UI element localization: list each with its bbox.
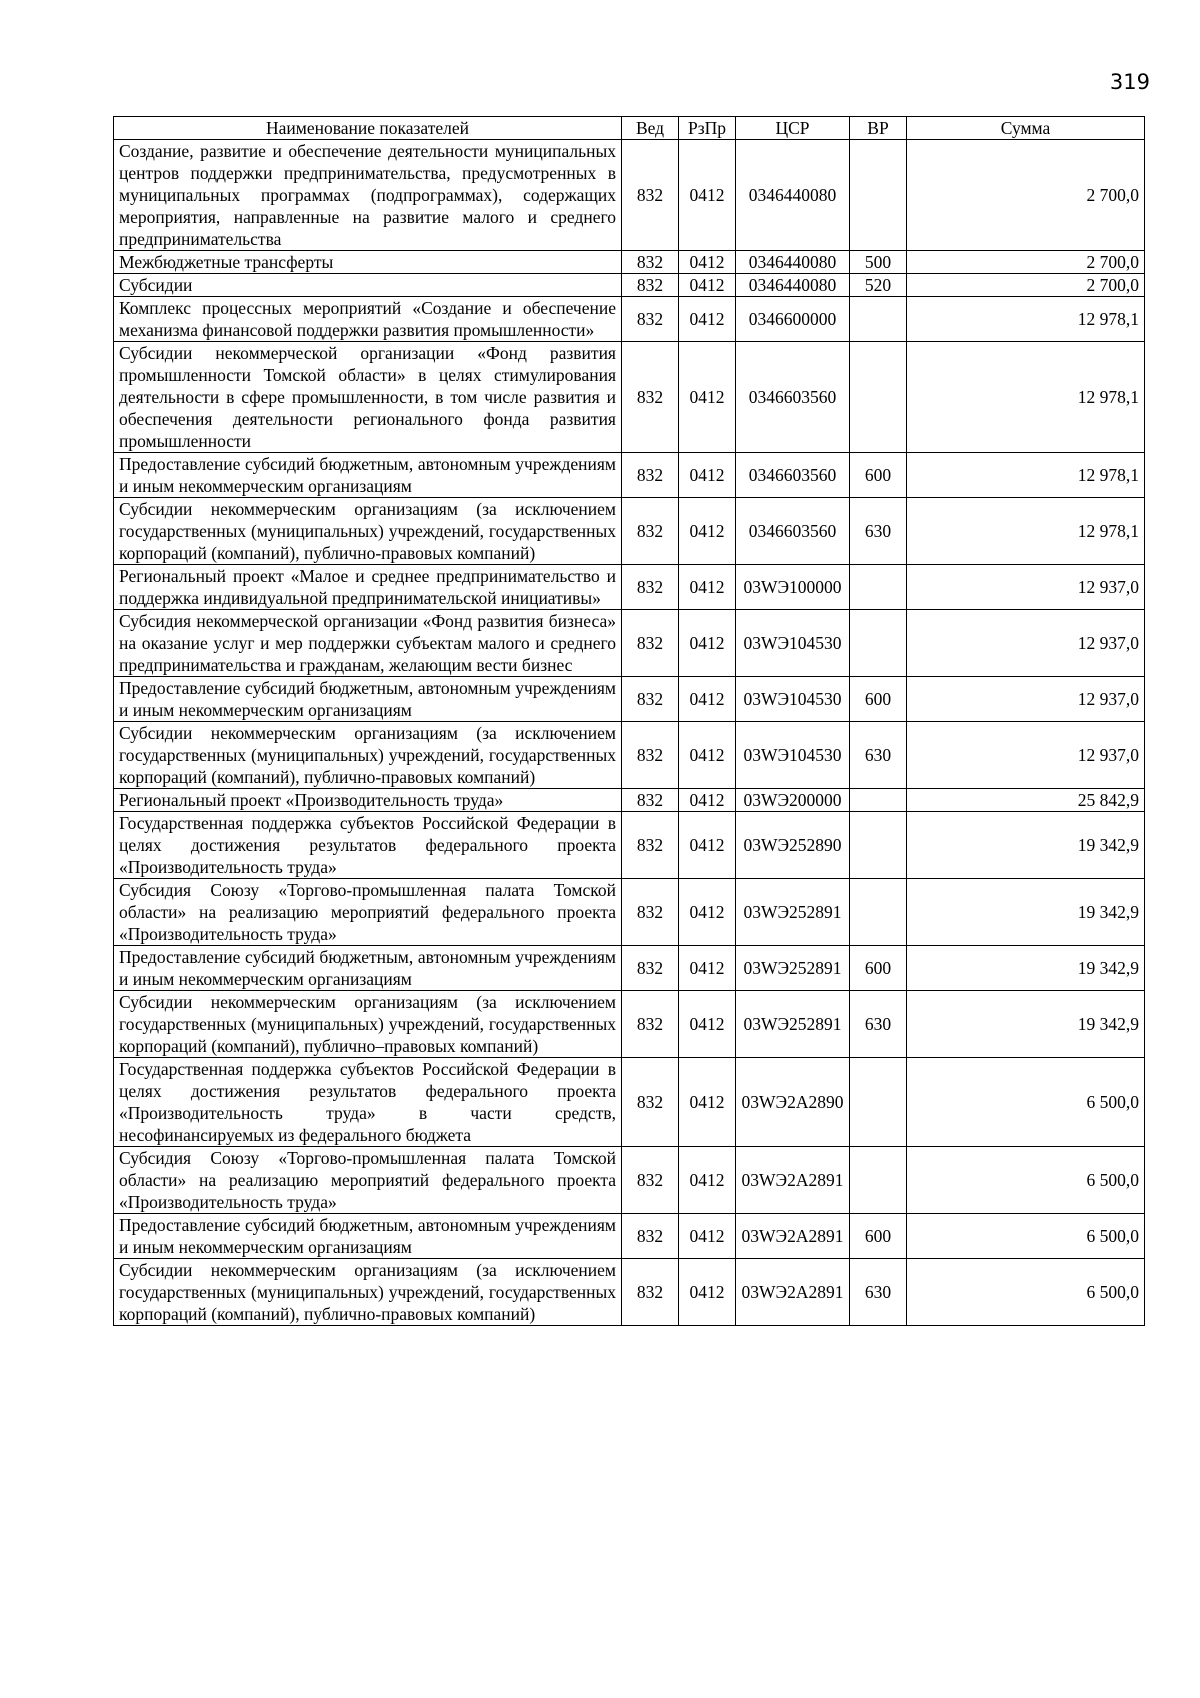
cell-name: Предоставление субсидий бюджетным, автономным учреждениям и иным некоммерческим организациям xyxy=(114,1214,622,1259)
cell-rzpr: 0412 xyxy=(679,453,736,498)
header-csr: ЦСР xyxy=(736,117,850,140)
cell-rzpr: 0412 xyxy=(679,789,736,812)
cell-csr: 03WЭ252891 xyxy=(736,946,850,991)
cell-ved: 832 xyxy=(622,565,679,610)
cell-vr xyxy=(850,565,907,610)
cell-rzpr: 0412 xyxy=(679,1147,736,1214)
cell-rzpr: 0412 xyxy=(679,1259,736,1326)
cell-name: Комплекс процессных мероприятий «Создание и обеспечение механизма финансовой поддержки развития промышленности» xyxy=(114,297,622,342)
cell-sum: 19 342,9 xyxy=(907,812,1145,879)
cell-sum: 6 500,0 xyxy=(907,1058,1145,1147)
table-row xyxy=(114,498,1145,565)
cell-rzpr: 0412 xyxy=(679,1058,736,1147)
cell-csr: 03WЭ252891 xyxy=(736,991,850,1058)
cell-sum: 19 342,9 xyxy=(907,991,1145,1058)
cell-csr: 0346600000 xyxy=(736,297,850,342)
table-row xyxy=(114,1214,1145,1259)
cell-csr: 03WЭ100000 xyxy=(736,565,850,610)
table-row xyxy=(114,1058,1145,1147)
cell-name: Создание, развитие и обеспечение деятельности муниципальных центров поддержки предпринимательства, предусмотренных в муниципальных программах (подпрограммах), содержащих мероприятия, направленные на развитие малого и среднего предпринимательства xyxy=(114,140,622,251)
cell-vr: 600 xyxy=(850,453,907,498)
table-row xyxy=(114,251,1145,274)
page-number: 319 xyxy=(1109,70,1150,94)
header-sum: Сумма xyxy=(907,117,1145,140)
table-row xyxy=(114,610,1145,677)
cell-ved: 832 xyxy=(622,812,679,879)
cell-sum: 2 700,0 xyxy=(907,140,1145,251)
cell-ved: 832 xyxy=(622,1147,679,1214)
cell-ved: 832 xyxy=(622,274,679,297)
cell-sum: 12 937,0 xyxy=(907,677,1145,722)
cell-sum: 6 500,0 xyxy=(907,1259,1145,1326)
cell-name: Субсидия Союзу «Торгово-промышленная палата Томской области» на реализацию мероприятий федерального проекта «Производительность труда» xyxy=(114,1147,622,1214)
cell-csr: 0346440080 xyxy=(736,251,850,274)
cell-vr: 630 xyxy=(850,1259,907,1326)
cell-sum: 12 978,1 xyxy=(907,297,1145,342)
cell-name: Предоставление субсидий бюджетным, автономным учреждениям и иным некоммерческим организациям xyxy=(114,946,622,991)
table-row xyxy=(114,879,1145,946)
table-body xyxy=(114,140,1145,1326)
header-name: Наименование показателей xyxy=(114,117,622,140)
cell-sum: 19 342,9 xyxy=(907,946,1145,991)
table-row xyxy=(114,812,1145,879)
table-row xyxy=(114,1259,1145,1326)
cell-vr: 630 xyxy=(850,498,907,565)
cell-csr: 03WЭ104530 xyxy=(736,722,850,789)
cell-rzpr: 0412 xyxy=(679,946,736,991)
table-header-row xyxy=(114,117,1145,140)
cell-rzpr: 0412 xyxy=(679,991,736,1058)
cell-name: Региональный проект «Малое и среднее предпринимательство и поддержка индивидуальной предпринимательской инициативы» xyxy=(114,565,622,610)
table-row xyxy=(114,677,1145,722)
cell-csr: 0346603560 xyxy=(736,498,850,565)
budget-table xyxy=(113,116,1145,1326)
cell-csr: 03WЭ2А2891 xyxy=(736,1147,850,1214)
header-vr: ВР xyxy=(850,117,907,140)
cell-sum: 6 500,0 xyxy=(907,1214,1145,1259)
cell-ved: 832 xyxy=(622,342,679,453)
table-row xyxy=(114,565,1145,610)
table-row xyxy=(114,1147,1145,1214)
cell-name: Субсидия Союзу «Торгово-промышленная палата Томской области» на реализацию мероприятий федерального проекта «Производительность труда» xyxy=(114,879,622,946)
table-row xyxy=(114,946,1145,991)
cell-sum: 12 937,0 xyxy=(907,610,1145,677)
cell-csr: 03WЭ104530 xyxy=(736,610,850,677)
cell-vr xyxy=(850,297,907,342)
cell-ved: 832 xyxy=(622,1058,679,1147)
cell-rzpr: 0412 xyxy=(679,722,736,789)
cell-ved: 832 xyxy=(622,1259,679,1326)
cell-sum: 12 978,1 xyxy=(907,342,1145,453)
cell-ved: 832 xyxy=(622,453,679,498)
table-row xyxy=(114,722,1145,789)
cell-name: Субсидия некоммерческой организации «Фонд развития бизнеса» на оказание услуг и мер поддержки субъектам малого и среднего предпринимательства и гражданам, желающим вести бизнес xyxy=(114,610,622,677)
cell-name: Государственная поддержка субъектов Российской Федерации в целях достижения результатов федерального проекта «Производительность труда» в части средств, несофинансируемых из федерального бюджета xyxy=(114,1058,622,1147)
cell-csr: 03WЭ2А2891 xyxy=(736,1214,850,1259)
cell-vr xyxy=(850,812,907,879)
cell-vr xyxy=(850,610,907,677)
cell-vr xyxy=(850,879,907,946)
cell-vr xyxy=(850,1058,907,1147)
cell-name: Предоставление субсидий бюджетным, автономным учреждениям и иным некоммерческим организациям xyxy=(114,677,622,722)
cell-ved: 832 xyxy=(622,722,679,789)
table-row xyxy=(114,453,1145,498)
cell-ved: 832 xyxy=(622,677,679,722)
cell-name: Межбюджетные трансферты xyxy=(114,251,622,274)
cell-ved: 832 xyxy=(622,991,679,1058)
cell-vr: 630 xyxy=(850,991,907,1058)
table-row xyxy=(114,991,1145,1058)
cell-name: Субсидии некоммерческим организациям (за исключением государственных (муниципальных) учреждений, государственных корпораций (компаний), публично-правовых компаний) xyxy=(114,498,622,565)
cell-vr: 600 xyxy=(850,946,907,991)
cell-csr: 03WЭ252891 xyxy=(736,879,850,946)
cell-vr: 600 xyxy=(850,677,907,722)
cell-sum: 25 842,9 xyxy=(907,789,1145,812)
cell-ved: 832 xyxy=(622,297,679,342)
cell-csr: 0346603560 xyxy=(736,453,850,498)
cell-name: Субсидии некоммерческой организации «Фонд развития промышленности Томской области» в целях стимулирования деятельности в сфере промышленности, в том числе развития и обеспечения деятельности регионального фонда развития промышленности xyxy=(114,342,622,453)
cell-vr xyxy=(850,789,907,812)
cell-vr: 600 xyxy=(850,1214,907,1259)
cell-name: Региональный проект «Производительность труда» xyxy=(114,789,622,812)
cell-sum: 2 700,0 xyxy=(907,251,1145,274)
table-row xyxy=(114,140,1145,251)
cell-sum: 2 700,0 xyxy=(907,274,1145,297)
cell-vr xyxy=(850,342,907,453)
cell-rzpr: 0412 xyxy=(679,251,736,274)
cell-csr: 03WЭ2А2890 xyxy=(736,1058,850,1147)
table-row xyxy=(114,274,1145,297)
cell-rzpr: 0412 xyxy=(679,565,736,610)
cell-sum: 12 937,0 xyxy=(907,722,1145,789)
cell-vr: 630 xyxy=(850,722,907,789)
header-rzpr: РзПр xyxy=(679,117,736,140)
cell-sum: 12 978,1 xyxy=(907,453,1145,498)
cell-vr xyxy=(850,1147,907,1214)
cell-rzpr: 0412 xyxy=(679,342,736,453)
cell-sum: 19 342,9 xyxy=(907,879,1145,946)
cell-ved: 832 xyxy=(622,1214,679,1259)
cell-ved: 832 xyxy=(622,789,679,812)
cell-ved: 832 xyxy=(622,251,679,274)
header-ved: Вед xyxy=(622,117,679,140)
cell-vr xyxy=(850,140,907,251)
cell-ved: 832 xyxy=(622,879,679,946)
cell-rzpr: 0412 xyxy=(679,879,736,946)
cell-name: Субсидии некоммерческим организациям (за исключением государственных (муниципальных) учреждений, государственных корпораций (компаний), публично-правовых компаний) xyxy=(114,1259,622,1326)
cell-vr: 500 xyxy=(850,251,907,274)
cell-ved: 832 xyxy=(622,610,679,677)
cell-csr: 03WЭ200000 xyxy=(736,789,850,812)
cell-ved: 832 xyxy=(622,946,679,991)
cell-rzpr: 0412 xyxy=(679,610,736,677)
cell-rzpr: 0412 xyxy=(679,812,736,879)
cell-rzpr: 0412 xyxy=(679,140,736,251)
cell-csr: 03WЭ104530 xyxy=(736,677,850,722)
cell-csr: 0346603560 xyxy=(736,342,850,453)
cell-name: Предоставление субсидий бюджетным, автономным учреждениям и иным некоммерческим организациям xyxy=(114,453,622,498)
cell-name: Субсидии некоммерческим организациям (за исключением государственных (муниципальных) учреждений, государственных корпораций (компаний), публично-правовых компаний) xyxy=(114,722,622,789)
cell-csr: 03WЭ252890 xyxy=(736,812,850,879)
cell-name: Государственная поддержка субъектов Российской Федерации в целях достижения результатов федерального проекта «Производительность труда» xyxy=(114,812,622,879)
table-row xyxy=(114,342,1145,453)
cell-rzpr: 0412 xyxy=(679,498,736,565)
cell-ved: 832 xyxy=(622,498,679,565)
cell-sum: 12 937,0 xyxy=(907,565,1145,610)
cell-rzpr: 0412 xyxy=(679,1214,736,1259)
cell-name: Субсидии xyxy=(114,274,622,297)
cell-sum: 12 978,1 xyxy=(907,498,1145,565)
table-row xyxy=(114,297,1145,342)
cell-vr: 520 xyxy=(850,274,907,297)
cell-csr: 03WЭ2А2891 xyxy=(736,1259,850,1326)
cell-rzpr: 0412 xyxy=(679,677,736,722)
cell-ved: 832 xyxy=(622,140,679,251)
cell-rzpr: 0412 xyxy=(679,297,736,342)
cell-name: Субсидии некоммерческим организациям (за исключением государственных (муниципальных) учреждений, государственных корпораций (компаний), публично–правовых компаний) xyxy=(114,991,622,1058)
cell-csr: 0346440080 xyxy=(736,140,850,251)
table-row xyxy=(114,789,1145,812)
cell-sum: 6 500,0 xyxy=(907,1147,1145,1214)
cell-rzpr: 0412 xyxy=(679,274,736,297)
cell-csr: 0346440080 xyxy=(736,274,850,297)
